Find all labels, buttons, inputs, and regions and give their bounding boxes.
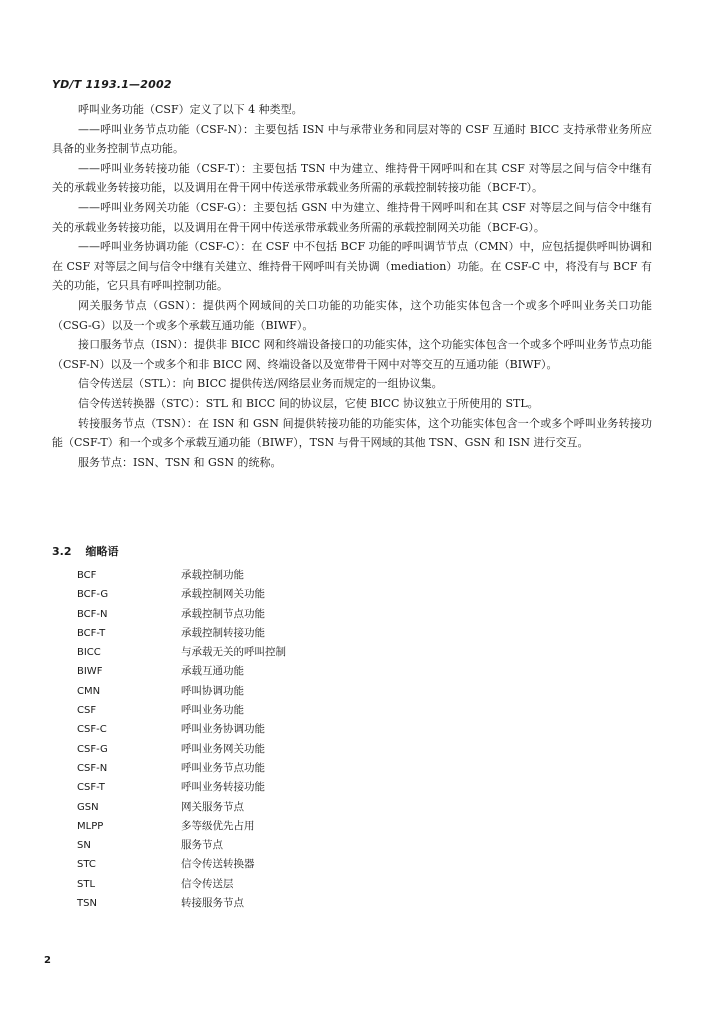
- abbreviation: BIWF: [77, 666, 103, 678]
- abbreviation-meaning: 呼叫业务网关功能: [181, 742, 265, 755]
- paragraph: 服务节点：ISN、TSN 和 GSN 的统称。: [78, 455, 282, 469]
- abbreviation-meaning: 呼叫业务功能: [181, 704, 244, 717]
- paragraph: 信令传送层（STL）：向 BICC 提供传送/网络层业务而规定的一组协议集。: [78, 377, 443, 391]
- abbreviation-meaning: 承载互通功能: [181, 665, 244, 678]
- abbreviation-meaning: 呼叫业务协调功能: [181, 723, 265, 736]
- page-number: 2: [44, 955, 51, 966]
- abbreviation: CSF-C: [77, 724, 107, 736]
- abbreviation: STC: [77, 859, 96, 871]
- section-number: 3.2: [52, 545, 72, 558]
- abbreviation-row: [77, 798, 286, 817]
- abbreviation: TSN: [77, 898, 97, 910]
- abbreviation-meaning: 信令传送层: [181, 877, 234, 890]
- abbreviation: STL: [77, 878, 96, 890]
- abbreviation: CMN: [77, 685, 101, 697]
- paragraph: ——呼叫业务网关功能（CSF-G）：主要包括 GSN 中为建立、维持骨干网呼叫和在其 CSF 对等层之间与信令中继有关的承载业务转接功能，以及调用在骨干网中传送承带承载业务所需的承载控制网关功能（BCF-G）。: [52, 200, 652, 234]
- abbreviation: BCF-T: [77, 627, 106, 639]
- paragraph: ——呼叫业务协调功能（CSF-C）：在 CSF 中不包括 BCF 功能的呼叫调节节点（CMN）中，应包括提供呼叫协调和在 CSF 对等层之间与信令中继有关建立、维持骨干网呼叫有关协调（mediation）功能。在 CSF-C 中，将没有与 BCF 有关的功能，它只具有呼叫控制功能。: [52, 240, 652, 293]
- abbreviation-row: [77, 778, 286, 797]
- abbreviation-row: [77, 643, 286, 662]
- paragraph: ——呼叫业务转接功能（CSF-T）：主要包括 TSN 中为建立、维持骨干网呼叫和在其 CSF 对等层之间与信令中继有关的承载业务转接功能，以及调用在骨干网中传送承带承载业务所需的承载控制转接功能（BCF-T）。: [52, 161, 652, 195]
- abbreviation: BCF: [77, 570, 97, 581]
- definitions-body: [52, 100, 652, 472]
- abbreviation: GSN: [77, 801, 99, 813]
- abbreviation-meaning: 呼叫协调功能: [181, 684, 244, 697]
- abbreviation: BCF-N: [77, 608, 108, 620]
- abbreviation-row: [77, 624, 286, 643]
- abbreviation-row: [77, 817, 286, 836]
- section-title: 缩略语: [85, 545, 119, 558]
- abbreviation-row: [77, 836, 286, 855]
- abbreviation-meaning: 承载控制节点功能: [181, 607, 265, 620]
- paragraph: 网关服务节点（GSN）：提供两个网域间的关口功能的功能实体，这个功能实体包含一个或多个呼叫业务关口功能（CSG-G）以及一个或多个承载互通功能（BIWF）。: [52, 298, 652, 332]
- paragraph: 接口服务节点（ISN）：提供非 BICC 网和终端设备接口的功能实体，这个功能实体包含一个或多个呼叫业务节点功能（CSF-N）以及一个或多个和非 BICC 网、终端设备以及宽带骨干网中对等交互的互通功能（BIWF）。: [52, 338, 652, 371]
- abbreviation: CSF-G: [77, 743, 108, 755]
- paragraph: 呼叫业务功能（CSF）定义了以下 4 种类型。: [78, 103, 303, 116]
- abbreviation: BICC: [77, 647, 101, 659]
- paragraph: 信令传送转换器（STC）：STL 和 BICC 间的协议层，它使 BICC 协议独立于所使用的 STL。: [78, 396, 539, 410]
- abbreviation-list: [77, 566, 286, 913]
- abbreviation-meaning: 网关服务节点: [181, 800, 244, 813]
- abbreviation-meaning: 转接服务节点: [181, 897, 244, 910]
- abbreviation-meaning: 与承载无关的呼叫控制: [181, 646, 286, 659]
- abbreviation-row: [77, 855, 286, 874]
- abbreviation-row: [77, 759, 286, 778]
- document-id-header: YD/T 1193.1—2002: [52, 78, 172, 91]
- paragraph: 转接服务节点（TSN）：在 ISN 和 GSN 间提供转接功能的功能实体，这个功能实体包含一个或多个呼叫业务转接功能（CSF-T）和一个或多个承载互通功能（BIWF），TSN 与骨干网域的其他 TSN、GSN 和 ISN 进行交互。: [52, 416, 652, 450]
- abbreviation-meaning: 承载控制功能: [181, 569, 244, 581]
- abbreviation: BCF-G: [77, 589, 109, 601]
- abbreviation: CSF: [77, 705, 97, 717]
- abbreviation-row: [77, 566, 286, 585]
- abbreviation-row: [77, 740, 286, 759]
- abbreviation-row: [77, 720, 286, 739]
- abbreviation-meaning: 呼叫业务转接功能: [181, 781, 265, 794]
- abbreviation-row: [77, 894, 286, 913]
- abbreviation-row: [77, 875, 286, 894]
- abbreviation-meaning: 多等级优先占用: [181, 819, 255, 832]
- abbreviation-row: [77, 605, 286, 624]
- section-heading: [52, 543, 119, 559]
- abbreviation-row: [77, 701, 286, 720]
- abbreviation-meaning: 承载控制网关功能: [181, 588, 265, 601]
- abbreviation: SN: [77, 840, 91, 852]
- abbreviation-meaning: 服务节点: [181, 839, 223, 852]
- abbreviation: CSF-N: [77, 762, 108, 774]
- abbreviation-row: [77, 682, 286, 701]
- abbreviation: CSF-T: [77, 782, 105, 794]
- paragraph: ——呼叫业务节点功能（CSF-N）：主要包括 ISN 中与承带业务和同层对等的 CSF 互通时 BICC 支持承带业务所应具备的业务控制节点功能。: [52, 122, 652, 156]
- abbreviation-row: [77, 662, 286, 681]
- abbreviation: MLPP: [77, 820, 104, 832]
- abbreviation-meaning: 信令传送转换器: [181, 858, 255, 871]
- abbreviation-meaning: 呼叫业务节点功能: [181, 761, 265, 774]
- abbreviation-row: [77, 585, 286, 604]
- abbreviation-meaning: 承载控制转接功能: [181, 626, 265, 639]
